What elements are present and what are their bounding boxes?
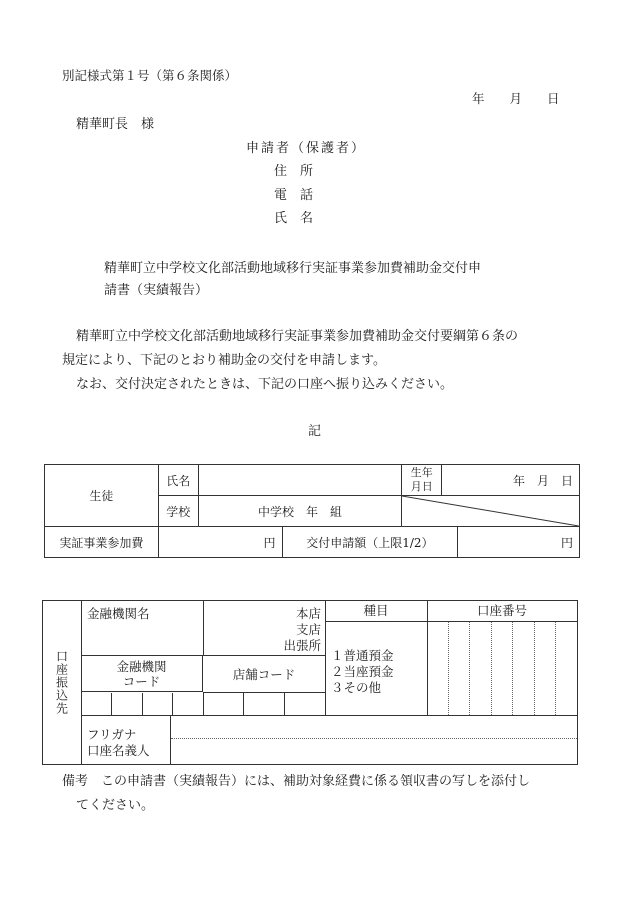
diagonal-empty-cell [402,496,580,527]
form-number: 別記様式第１号（第６条関係） [62,68,238,83]
account-number-field[interactable] [427,622,577,716]
bank-name-label: 金融機関名 [87,606,150,621]
body-para1-line1: 精華町立中学校文化部活動地域移行実証事業参加費補助金交付要綱第６条の [76,329,519,344]
type-header-cell [325,601,428,622]
doc-title-line2: 請書（実績報告） [104,283,209,298]
fee-field[interactable]: 円 [158,527,282,558]
request-field[interactable]: 円 [458,527,580,558]
bank-side-label-cell [43,601,82,764]
holder-label-cell [81,716,171,764]
school-field[interactable]: 中学校 年 組 [198,496,402,527]
remarks-line2: てください。 [76,798,155,813]
student-label: 生徒 [45,465,159,527]
body-para1-line2: 規定により、下記のとおり補助金の交付を申請します。 [62,353,386,368]
doc-title-line1: 精華町立中学校文化部活動地域移行実証事業参加費補助金交付申 [104,261,482,276]
bank-code-field[interactable] [81,693,204,716]
branch-cell[interactable] [203,601,326,656]
holder-name-field[interactable] [171,716,577,764]
branch-code-field[interactable] [203,693,326,716]
branch-label-sub: 支店 [295,622,321,637]
account-header-cell [427,601,577,622]
birth-date-field[interactable]: 年 月 日 [442,465,580,496]
bank-name-cell[interactable] [81,601,204,656]
body-para2: なお、交付決定されたときは、下記の口座へ振り込みください。 [76,377,454,392]
bank-side-label: 口座振込先 [54,650,69,715]
holder-label: 口座名義人 [87,743,150,758]
bank-table [42,600,578,765]
name-field-label: 氏名 [158,465,198,496]
fee-label: 実証事業参加費 [45,527,159,558]
branch-code-label: 店舗コード [203,656,326,693]
request-label: 交付申請額（上限1/2） [282,527,458,558]
account-header: 口座番号 [476,603,527,618]
applicant-title: 申請者（保護者） [246,141,367,156]
date-line: 年 月 日 [472,91,560,106]
branch-label-main: 本店 [295,606,321,621]
branch-label-office: 出張所 [283,638,321,653]
name-field[interactable] [198,465,402,496]
address-label: 住 所 [274,164,314,179]
phone-label: 電 話 [274,188,314,203]
remarks-line1: 備考 この申請書（実績報告）には、補助対象経費に係る領収書の写しを添付し [62,774,531,789]
type-option-2[interactable]: ２当座預金 [331,664,394,679]
student-table [44,464,580,558]
name-label: 氏 名 [274,211,314,226]
furigana-label: フリガナ [87,727,137,742]
type-options-cell[interactable] [325,622,428,716]
birth-label: 生年 月日 [402,465,442,496]
type-header: 種目 [363,603,389,618]
school-label: 学校 [158,496,198,527]
furigana-divider [171,738,577,739]
type-option-1[interactable]: １普通預金 [331,648,394,663]
bank-code-label: 金融機関 コード [81,656,203,692]
addressee: 精華町長 様 [76,117,155,132]
type-option-3[interactable]: ３その他 [331,680,382,695]
ki-label: 記 [308,424,322,439]
